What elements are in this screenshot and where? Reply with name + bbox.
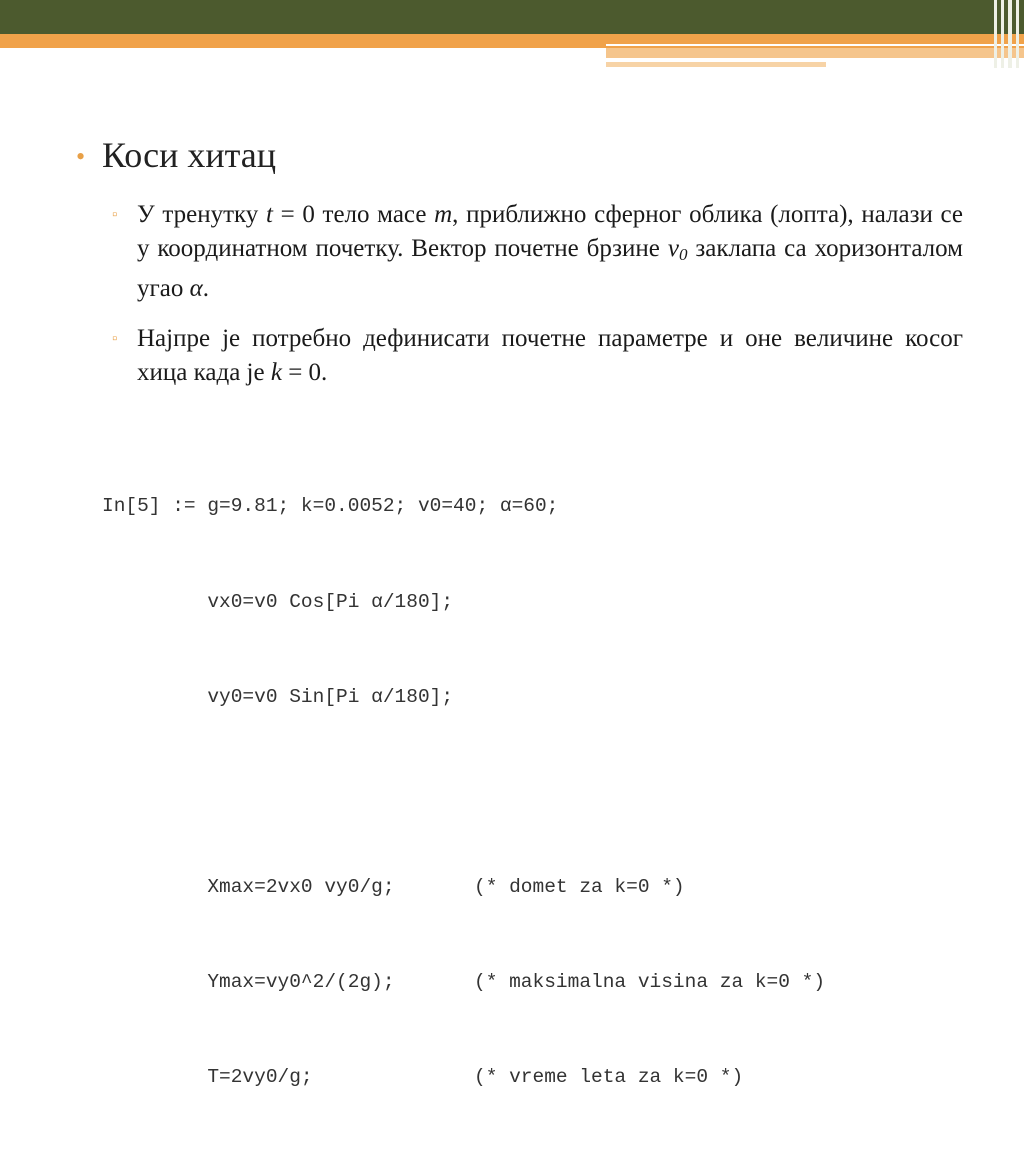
- code-text: Ymax=vy0^2/(2g);: [102, 970, 395, 993]
- code-text: T=2vy0/g;: [102, 1065, 313, 1088]
- code-line: vx0=v0 Cos[Pi α/180];: [102, 590, 454, 613]
- code-line: vy0=v0 Sin[Pi α/180];: [102, 685, 454, 708]
- code-line: In[5] := g=9.81; k=0.0052; v0=40; α=60;: [102, 495, 559, 518]
- code-line: [102, 1062, 744, 1094]
- square-bullet-icon: ▫: [112, 331, 118, 347]
- code-comment: (* maksimalna visina za k=0 *): [474, 970, 826, 993]
- code-line: [102, 967, 826, 999]
- code-blank-line: [102, 777, 558, 809]
- code-comment: (* vreme leta za k=0 *): [474, 1065, 744, 1088]
- bullet-dot-icon: •: [76, 142, 86, 171]
- sub-bullet-2-text: Најпре је потребно дефинисати почетне параметре и оне величине косог хица када је k = 0.: [137, 325, 963, 386]
- code-block: [102, 428, 826, 1157]
- sub-bullet-2: [112, 322, 963, 390]
- sub-bullet-1: [112, 198, 963, 306]
- code-comment: (* domet za k=0 *): [474, 875, 685, 898]
- square-bullet-icon: ▫: [112, 207, 118, 223]
- sub-bullet-1-text: У тренутку t = 0 тело масе m, приближно сферног облика (лопта), налази се у координатном почетку. Вектор почетне брзине $v_0$ заклапа са хоризонталом угао α.: [137, 201, 964, 302]
- code-text: Xmax=2vx0 vy0/g;: [102, 875, 395, 898]
- code-line: [102, 872, 685, 904]
- slide-heading: Коси хитац: [102, 135, 277, 175]
